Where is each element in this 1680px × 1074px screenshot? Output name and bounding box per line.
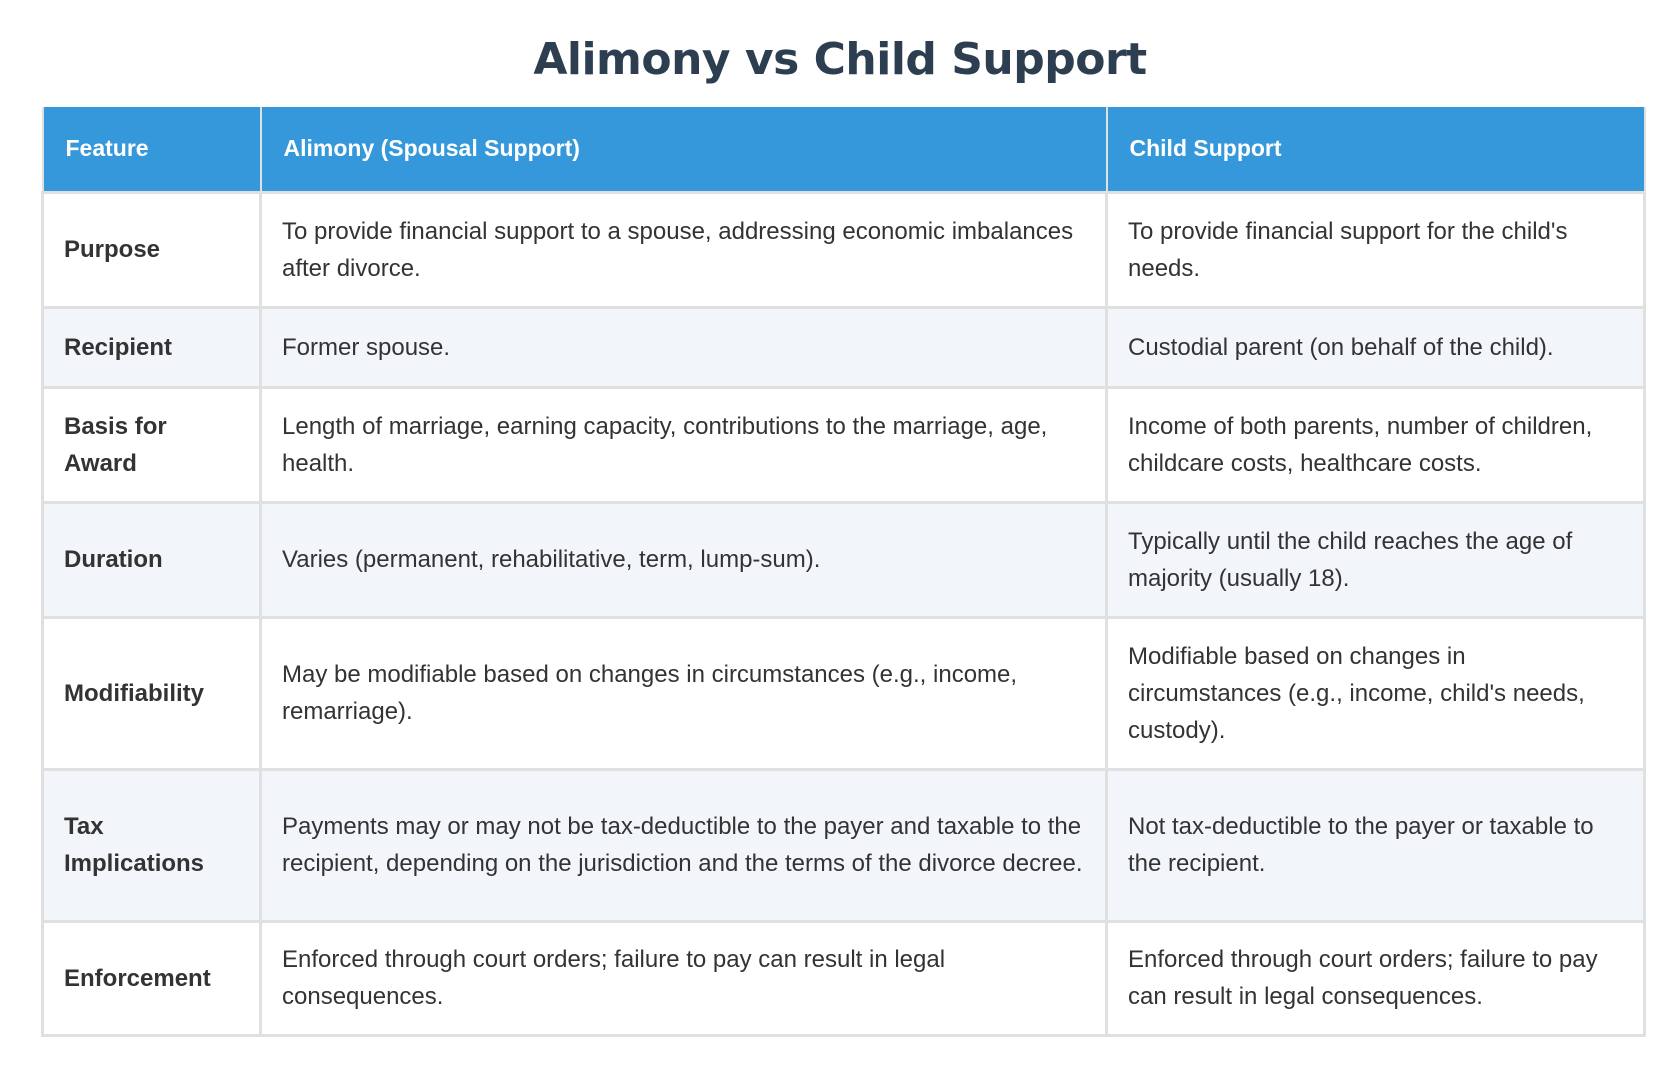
header-child-support: Child Support <box>1107 107 1645 192</box>
alimony-cell: Varies (permanent, rehabilitative, term, lump-sum). <box>261 502 1107 617</box>
feature-cell: Basis for Award <box>43 387 261 502</box>
header-alimony: Alimony (Spousal Support) <box>261 107 1107 192</box>
child-support-cell: Custodial parent (on behalf of the child). <box>1107 307 1645 387</box>
header-row <box>43 107 1645 192</box>
table-row <box>43 307 1645 387</box>
child-support-cell: Modifiable based on changes in circumstances (e.g., income, child's needs, custody). <box>1107 617 1645 769</box>
table-row <box>43 387 1645 502</box>
table-body <box>43 192 1645 1035</box>
alimony-cell: Enforced through court orders; failure to pay can result in legal consequences. <box>261 921 1107 1035</box>
alimony-cell: May be modifiable based on changes in circumstances (e.g., income, remarriage). <box>261 617 1107 769</box>
feature-cell: Recipient <box>43 307 261 387</box>
feature-cell: Purpose <box>43 192 261 307</box>
child-support-cell: Typically until the child reaches the age of majority (usually 18). <box>1107 502 1645 617</box>
table-row <box>43 502 1645 617</box>
alimony-cell: Length of marriage, earning capacity, contributions to the marriage, age, health. <box>261 387 1107 502</box>
child-support-cell: Enforced through court orders; failure to pay can result in legal consequences. <box>1107 921 1645 1035</box>
child-support-cell: To provide financial support for the child's needs. <box>1107 192 1645 307</box>
header-feature: Feature <box>43 107 261 192</box>
comparison-table <box>41 107 1646 1037</box>
child-support-cell: Not tax-deductible to the payer or taxable to the recipient. <box>1107 769 1645 921</box>
feature-cell: Modifiability <box>43 617 261 769</box>
alimony-cell: To provide financial support to a spouse, addressing economic imbalances after divorce. <box>261 192 1107 307</box>
table-row <box>43 192 1645 307</box>
table-row <box>43 921 1645 1035</box>
table-row <box>43 617 1645 769</box>
feature-cell: Duration <box>43 502 261 617</box>
feature-cell: Tax Implications <box>43 769 261 921</box>
child-support-cell: Income of both parents, number of children, childcare costs, healthcare costs. <box>1107 387 1645 502</box>
alimony-cell: Former spouse. <box>261 307 1107 387</box>
table-row <box>43 769 1645 921</box>
feature-cell: Enforcement <box>43 921 261 1035</box>
alimony-cell: Payments may or may not be tax-deductible to the payer and taxable to the recipient, depending on the jurisdiction and the terms of the divorce decree. <box>261 769 1107 921</box>
page-title: Alimony vs Child Support <box>533 34 1147 85</box>
table-header <box>43 107 1645 192</box>
